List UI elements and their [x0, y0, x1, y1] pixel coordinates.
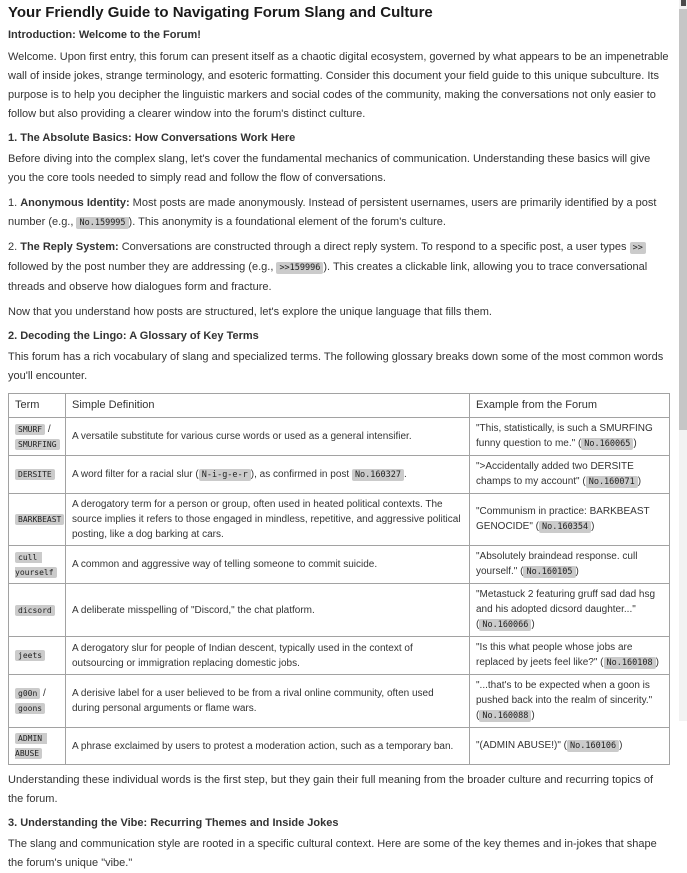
text-segment: "Metastuck 2 featuring gruff sad dad hsg and his adopted dicsord daughter..." (: [476, 589, 656, 630]
inline-code: No.160066: [479, 619, 531, 631]
inline-code: No.159995: [76, 217, 128, 229]
inline-code: BARKBEAST: [15, 514, 64, 525]
text-segment: "Absolutely braindead response. cull yourself." (: [476, 551, 638, 577]
glossary-row: [9, 584, 670, 637]
glossary-cell-example: [470, 675, 670, 728]
text-segment: A common and aggressive way of telling someone to commit suicide.: [72, 559, 378, 570]
text-segment: ): [531, 619, 535, 630]
reply-system-item: [8, 238, 670, 297]
text-segment: /: [40, 688, 46, 699]
glossary-cell-example: [470, 728, 670, 765]
corner-glyph: [681, 0, 686, 6]
text-segment: ). This anonymity is a foundational element of the forum's culture.: [128, 215, 446, 228]
glossary-cell-term: [9, 584, 66, 637]
basics-intro-paragraph: Before diving into the complex slang, let's cover the fundamental mechanics of communication. Understanding these basics will give you the core tools needed to simply read and follow the flow of conversations.: [8, 153, 651, 184]
glossary-header-example: Example from the Forum: [470, 394, 670, 418]
inline-code: cull yourself: [15, 552, 57, 578]
glossary-intro-paragraph: This forum has a rich vocabulary of slang and specialized terms. The following glossary breaks down some of the most common words you'll encounter.: [8, 351, 664, 382]
inline-code: No.160354: [539, 521, 591, 533]
glossary-cell-term: [9, 418, 66, 456]
text-segment: A word filter for a racial slur (: [72, 468, 199, 480]
glossary-cell-term: [9, 637, 66, 675]
inline-code: No.160065: [581, 438, 633, 450]
glossary-heading: 2. Decoding the Lingo: A Glossary of Key Terms: [8, 329, 259, 342]
inline-code: No.160327: [352, 469, 404, 481]
text-segment: 1.: [8, 196, 21, 209]
inline-code: No.160071: [586, 476, 638, 488]
glossary-cell-definition: [66, 584, 470, 637]
scrollbar-thumb[interactable]: [679, 9, 687, 430]
text-segment: "Is this what people whose jobs are replaced by jeets feel like?" (: [476, 642, 633, 668]
inline-code: DERSITE: [15, 469, 55, 480]
glossary-cell-term: [9, 675, 66, 728]
text-segment: ). This creates a clickable link, allowing you to trace conversational threads and observe how dialogues form and fracture.: [8, 261, 648, 293]
glossary-cell-definition: [66, 637, 470, 675]
text-segment: ): [655, 657, 659, 668]
glossary-cell-definition: [66, 456, 470, 494]
glossary-cell-definition: [66, 675, 470, 728]
glossary-outro-paragraph: Understanding these individual words is the first step, but they gain their full meaning from the broader culture and recurring topics of the forum.: [8, 773, 654, 805]
text-segment: A derogatory slur for people of Indian descent, typically used in the context of outsourcing or immigration replacing domestic jobs.: [72, 642, 413, 669]
glossary-cell-example: [470, 456, 670, 494]
glossary-cell-term: [9, 494, 66, 546]
glossary-cell-definition: [66, 546, 470, 584]
glossary-cell-example: [470, 418, 670, 456]
text-segment: ): [633, 438, 637, 449]
basics-heading: 1. The Absolute Basics: How Conversations Work Here: [8, 131, 296, 144]
text-segment: /: [45, 423, 51, 435]
glossary-cell-definition: [66, 494, 470, 546]
text-segment: "This, statistically, is such a SMURFING funny question to me." (: [476, 423, 653, 449]
inline-code: goons: [15, 703, 45, 714]
inline-code: No.160106: [567, 740, 619, 752]
vibe-paragraph: The slang and communication style are rooted in a specific cultural context. Here are some of the key themes and in-jokes that shape the forum's unique "vibe.": [8, 838, 657, 869]
text-segment: A derisive label for a user believed to be from a rival online community, often used during personal arguments or flame wars.: [72, 688, 434, 714]
text-segment: ): [637, 476, 642, 487]
glossary-row: [9, 546, 670, 584]
text-segment: A versatile substitute for various curse words or used as a general intensifier.: [72, 431, 412, 442]
page-title: Your Friendly Guide to Navigating Forum Slang and Culture: [8, 4, 433, 21]
inline-code: SMURF: [15, 424, 45, 435]
glossary-row: [9, 494, 670, 546]
glossary-cell-term: [9, 546, 66, 584]
inline-code: N-i-g-e-r: [199, 469, 251, 481]
inline-code: No.160088: [479, 710, 531, 722]
intro-paragraph: Welcome. Upon first entry, this forum can present itself as a chaotic digital ecosystem, governed by what appears to be an impenetrable wall of inside jokes, strange terminology, and esoteric formatting. Consider this document your field guide to this unique subculture. Its purpose is to help you decipher the linguistic markers and social codes of the community, making the conversations not only easier to follow but also providing a clearer window into the forum's distinct culture.: [8, 50, 669, 120]
text-segment: Conversations are constructed through a direct reply system. To respond to a specific post, a user types: [118, 241, 630, 253]
inline-code: jeets: [15, 650, 45, 661]
glossary-row: [9, 675, 670, 728]
glossary-cell-example: [470, 637, 670, 675]
text-segment: .: [404, 468, 407, 480]
inline-code: >>: [630, 242, 646, 254]
text-segment: ): [591, 521, 595, 532]
inline-code: dicsord: [15, 605, 55, 616]
text-segment: ">Accidentally added two DERSITE champs to my account" (: [476, 461, 634, 487]
inline-code: ADMIN ABUSE: [15, 734, 47, 758]
glossary-cell-definition: [66, 728, 470, 765]
glossary-table: [8, 393, 670, 765]
text-segment: 2.: [8, 241, 21, 253]
glossary-cell-example: [470, 546, 670, 584]
glossary-cell-example: [470, 494, 670, 546]
document-body: [8, 0, 670, 873]
text-segment: Most posts are made anonymously. Instead of persistent usernames, users are primarily identified by a post number (e.g.,: [8, 196, 657, 228]
glossary-row: [9, 456, 670, 494]
text-segment: A deliberate misspelling of "Discord," the chat platform.: [72, 604, 315, 616]
text-segment: ), as confirmed in post: [250, 468, 352, 480]
glossary-cell-term: [9, 728, 66, 765]
glossary-cell-term: [9, 456, 66, 494]
text-segment: ): [575, 566, 579, 577]
text-segment: A derogatory term for a person or group, often used in heated political contexts. The source implies it refers to those engaged in mindless, repetitive, and aggressive political posting, like a dog barking at cars.: [72, 499, 461, 540]
scrollbar[interactable]: [679, 0, 687, 721]
inline-code: >>159996: [276, 262, 323, 274]
glossary-header-definition: Simple Definition: [66, 394, 470, 418]
glossary-row: [9, 728, 670, 765]
text-segment: A phrase exclaimed by users to protest a moderation action, such as a temporary ban.: [72, 740, 454, 752]
text-segment: Anonymous Identity:: [20, 196, 130, 209]
text-segment: followed by the post number they are addressing (e.g.,: [8, 261, 277, 273]
glossary-header-row: [9, 394, 670, 418]
inline-code: No.160108: [604, 657, 656, 669]
text-segment: "(ADMIN ABUSE!)" (: [476, 740, 567, 751]
text-segment: The Reply System:: [20, 241, 119, 253]
glossary-table-body: [9, 418, 670, 765]
glossary-header-term: Term: [9, 394, 66, 418]
glossary-row: [9, 418, 670, 456]
vibe-heading: 3. Understanding the Vibe: Recurring Themes and Inside Jokes: [8, 816, 339, 829]
text-segment: "...that's to be expected when a goon is pushed back into the realm of sincerity." (: [476, 680, 653, 721]
text-segment: ): [619, 740, 623, 751]
inline-code: g00n: [15, 688, 40, 699]
inline-code: SMURFING: [15, 439, 60, 450]
intro-heading: Introduction: Welcome to the Forum!: [8, 29, 201, 41]
inline-code: No.160105: [523, 566, 575, 578]
glossary-row: [9, 637, 670, 675]
text-segment: ): [531, 710, 535, 721]
text-segment: "Communism in practice: BARKBEAST GENOCIDE" (: [476, 506, 650, 532]
glossary-cell-definition: [66, 418, 470, 456]
glossary-cell-example: [470, 584, 670, 637]
basics-outro-paragraph: Now that you understand how posts are structured, let's explore the unique language that fills them.: [8, 305, 492, 318]
anonymous-identity-item: [8, 194, 670, 233]
